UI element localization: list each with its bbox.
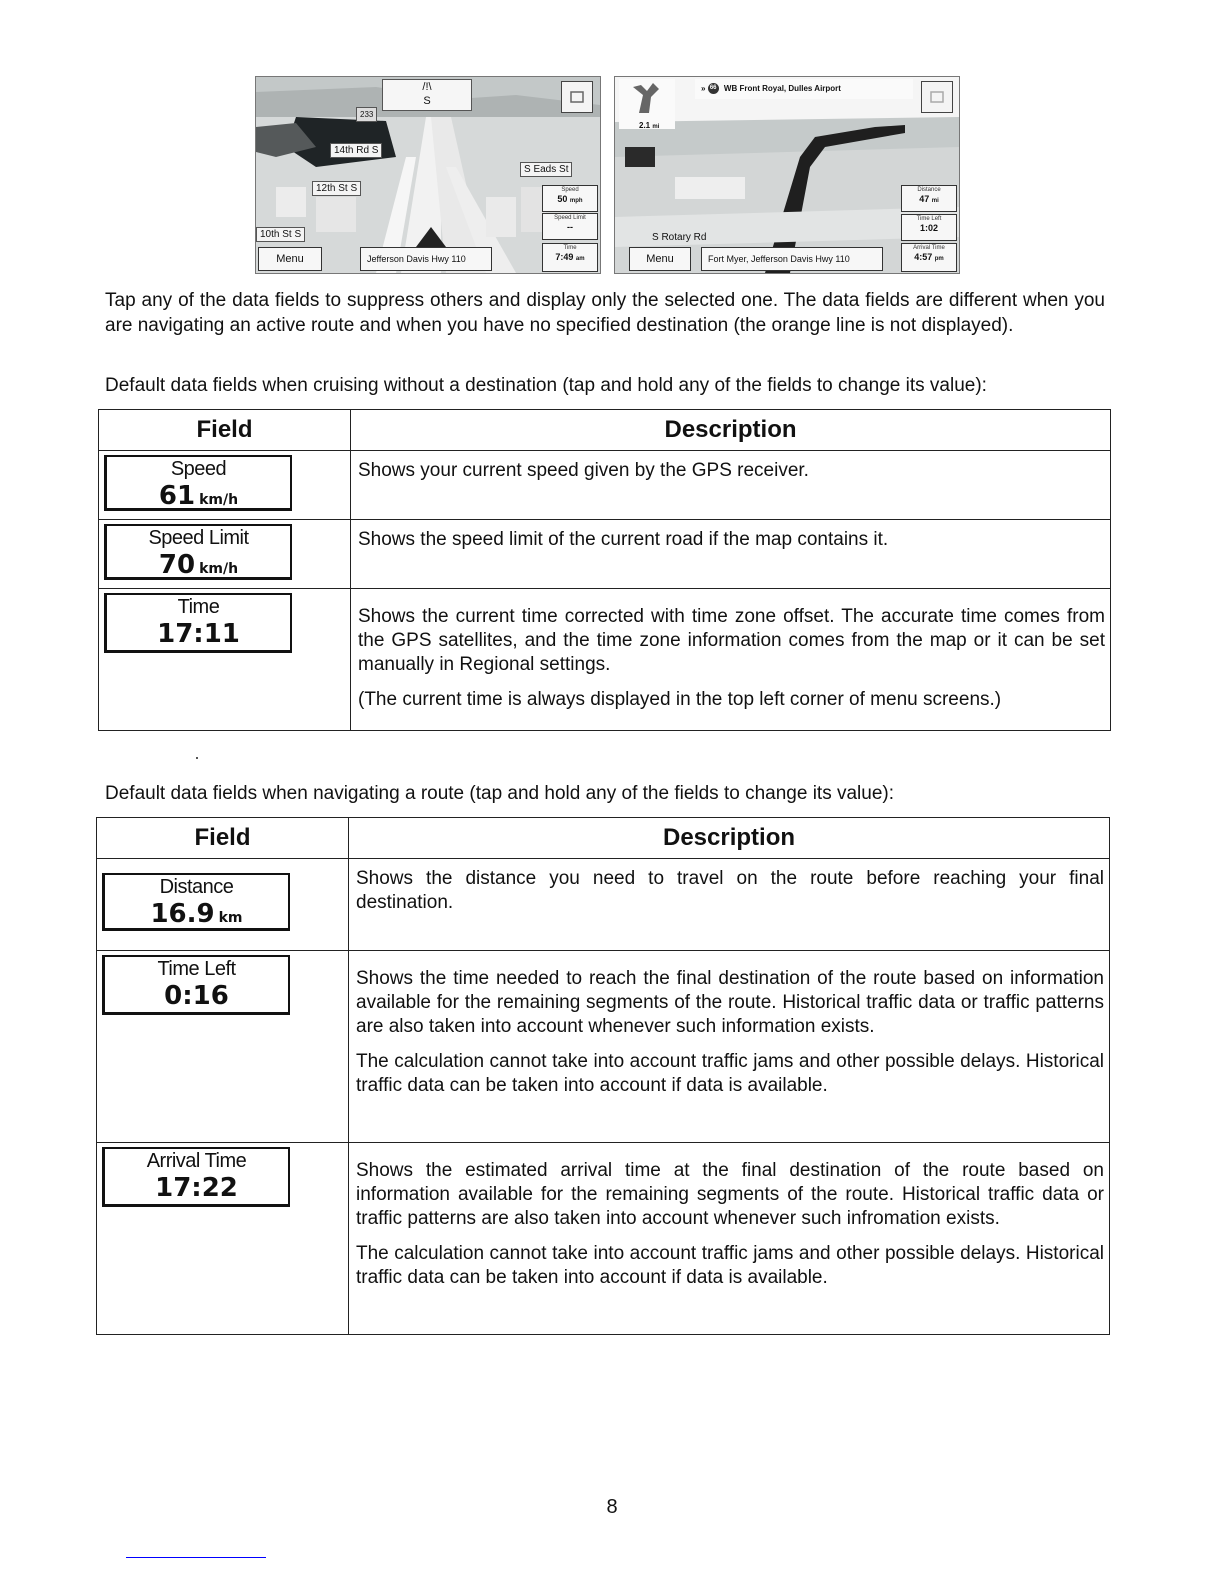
table-header [99, 410, 1111, 451]
description-cell [351, 520, 1111, 589]
field-value: 61 [158, 481, 196, 511]
field-label: Time [563, 245, 577, 251]
view-toggle-button[interactable] [921, 81, 953, 113]
description-cell [351, 589, 1111, 731]
turn-distance: 2.1 [639, 121, 651, 130]
field-label: Arrival Time [146, 1150, 247, 1172]
street-label: 12th St S [312, 181, 361, 196]
highway-badge: 66 [708, 83, 719, 94]
field-label: Time Left [157, 958, 236, 980]
intro-paragraph: Tap any of the data fields to suppress others and display only the selected one. The data fields are different when you are navigating an active route and when you have no specified destination (the orange line is not displayed). [105, 290, 1105, 336]
menu-button[interactable]: Menu [258, 247, 322, 271]
view-toggle-button[interactable] [561, 81, 593, 113]
time-field[interactable] [542, 243, 598, 272]
field-value: 50 [557, 194, 568, 204]
street-label: 14th Rd S [330, 143, 382, 158]
footnote-separator [126, 1557, 266, 1558]
table-row [99, 451, 1111, 520]
field-unit: pm [934, 256, 944, 262]
field-value: 4:57 [914, 252, 933, 262]
street-label: S Eads St [520, 162, 572, 177]
field-label: Distance [159, 876, 234, 898]
street-bar[interactable]: Fort Myer, Jefferson Davis Hwy 110 [701, 247, 883, 271]
double-chevron-icon: » [701, 84, 706, 93]
field-unit: mph [569, 198, 583, 204]
scan-speck [196, 757, 198, 759]
next-road-bar[interactable] [695, 79, 913, 99]
table-row [97, 951, 1110, 1143]
table-row [99, 589, 1111, 731]
turn-arrow-icon [619, 79, 675, 115]
menu-button[interactable]: Menu [629, 247, 691, 271]
time-left-field-sample [102, 955, 290, 1015]
description-text: Shows the speed limit of the current road if the map contains it. [358, 529, 889, 550]
table-row [99, 520, 1111, 589]
table-row [97, 1143, 1110, 1335]
speed-field[interactable] [542, 185, 598, 212]
field-value: 1:02 [919, 223, 938, 233]
speed-limit-field[interactable] [542, 213, 598, 240]
distance-field[interactable] [901, 185, 957, 212]
page-number: 8 [606, 1496, 618, 1518]
time-field-sample [104, 593, 292, 653]
field-value: 0:16 [164, 981, 229, 1011]
street-bar[interactable]: Jefferson Davis Hwy 110 [360, 247, 492, 271]
arrival-time-field[interactable] [901, 243, 957, 272]
field-label: Speed Limit [554, 215, 586, 221]
compass-heading: S [423, 95, 431, 107]
field-column-header: Field [99, 410, 351, 451]
field-value: 70 [158, 550, 196, 580]
field-label: Arrival Time [913, 245, 945, 251]
route-shield: 233 [356, 107, 377, 122]
speed-limit-field-sample [104, 524, 292, 580]
route-fields-table [96, 817, 1110, 1335]
route-caption: Default data fields when navigating a route (tap and hold any of the fields to change its value): [105, 783, 895, 804]
cruising-caption: Default data fields when cruising without a destination (tap and hold any of the fields to change its value): [105, 375, 987, 396]
description-text: Shows the current time corrected with time zone offset. The accurate time comes from the GPS satellites, and the time zone information comes from the map or it can be set manually in Regional settings. [358, 606, 1105, 675]
field-value: 17:22 [155, 1173, 238, 1203]
description-column-header: Description [351, 410, 1111, 451]
description-cell [351, 451, 1111, 520]
description-text: Shows the time needed to reach the final destination of the route based on information available for the remaining segments of the route. Historical traffic data or traffic patterns are also taken into account whenever such information exists. [356, 968, 1104, 1037]
field-unit: km/h [199, 492, 239, 508]
description-text: Shows the estimated arrival time at the final destination of the route based on information available for the remaining segments of the route. Historical traffic data or traffic patterns are also taken into account whenever such infromation exists. [356, 1160, 1104, 1229]
compass-arrow-icon: /!\ [422, 81, 432, 93]
field-value: 7:49 [555, 252, 574, 262]
turn-distance-unit: mi [652, 124, 660, 130]
compass[interactable] [382, 79, 472, 111]
street-label: S Rotary Rd [652, 232, 707, 243]
speed-field-sample [104, 455, 292, 511]
table-row [97, 859, 1110, 951]
field-label: Time [177, 596, 220, 618]
field-label: Speed Limit [148, 527, 249, 549]
cruising-fields-table [98, 409, 1111, 731]
field-column-header: Field [97, 818, 349, 859]
field-label: Speed [561, 187, 579, 193]
field-unit: km/h [199, 561, 239, 577]
window-icon [922, 82, 952, 112]
field-unit: km [218, 910, 243, 926]
description-text: Shows your current speed given by the GPS receiver. [358, 460, 809, 481]
next-road-name: WB Front Royal, Dulles Airport [723, 84, 841, 93]
field-label: Speed [170, 458, 227, 480]
field-label: Distance [917, 187, 941, 193]
cruising-map-screenshot [255, 76, 601, 274]
description-text: The calculation cannot take into account traffic jams and other possible delays. Historical traffic data can be taken into account if data is available. [356, 1243, 1104, 1288]
turn-instruction[interactable] [619, 79, 675, 129]
street-label: 10th St S [256, 227, 305, 242]
distance-field-sample [102, 873, 290, 931]
table-header [97, 818, 1110, 859]
field-unit: am [575, 256, 585, 262]
arrival-time-field-sample [102, 1147, 290, 1207]
description-text: (The current time is always displayed in the top left corner of menu screens.) [358, 689, 1002, 710]
description-cell [349, 1143, 1110, 1335]
description-text: The calculation cannot take into account traffic jams and other possible delays. Historical traffic data can be taken into account if data is available. [356, 1051, 1104, 1096]
time-left-field[interactable] [901, 214, 957, 241]
window-icon [562, 82, 592, 112]
navigation-map-screenshot [614, 76, 960, 274]
field-value: -- [567, 222, 573, 232]
description-text: Shows the distance you need to travel on the route before reaching your final destination. [356, 868, 1104, 913]
field-value: 16.9 [150, 899, 215, 929]
field-value: 17:11 [157, 619, 240, 649]
field-unit: mi [931, 198, 939, 204]
description-cell [349, 951, 1110, 1143]
description-column-header: Description [349, 818, 1110, 859]
description-cell [349, 859, 1110, 951]
field-value: 47 [919, 194, 930, 204]
field-label: Time Left [916, 216, 942, 222]
